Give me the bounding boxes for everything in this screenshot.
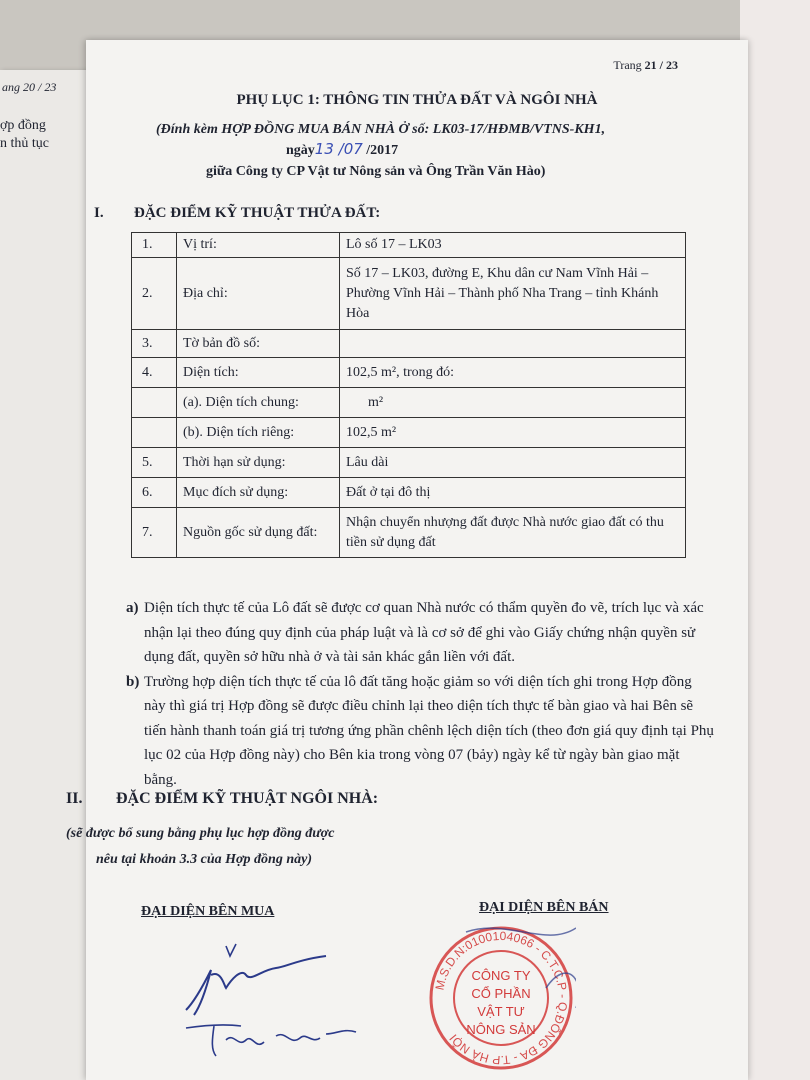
company-seal bbox=[426, 918, 576, 1078]
row-label: (a). Diện tích chung: bbox=[177, 388, 340, 418]
row-number: 6. bbox=[132, 478, 177, 508]
notes-list bbox=[126, 596, 716, 792]
underlying-text-line: n thủ tục bbox=[0, 136, 49, 151]
row-value bbox=[340, 330, 686, 358]
svg-text:NÔNG SẢN: NÔNG SẢN bbox=[466, 1022, 536, 1037]
row-label: (b). Diện tích riêng: bbox=[177, 418, 340, 448]
table-row bbox=[132, 258, 686, 330]
land-specs-table bbox=[131, 232, 686, 558]
row-number: 7. bbox=[132, 508, 177, 558]
contract-reference: (Đính kèm HỢP ĐỒNG MUA BÁN NHÀ Ở số: LK03-17/HĐMB/VTNS-KH1, bbox=[156, 122, 606, 137]
row-label: Thời hạn sử dụng: bbox=[177, 448, 340, 478]
right-underlying-page bbox=[740, 0, 810, 1080]
row-value: Lô số 17 – LK03 bbox=[340, 233, 686, 258]
document-page bbox=[66, 40, 748, 1080]
row-value: 102,5 m² bbox=[340, 418, 686, 448]
table-row bbox=[132, 358, 686, 388]
section-2-note: (sẽ được bổ sung bằng phụ lục hợp đồng được bbox=[66, 826, 335, 841]
list-item bbox=[126, 670, 716, 793]
row-label: Mục đích sử dụng: bbox=[177, 478, 340, 508]
appendix-title: PHỤ LỤC 1: THÔNG TIN THỬA ĐẤT VÀ NGÔI NHÀ bbox=[236, 92, 598, 108]
note-marker: b) bbox=[126, 673, 140, 690]
underlying-text-line: ợp đồng bbox=[0, 118, 46, 133]
row-label: Tờ bản đồ số: bbox=[177, 330, 340, 358]
row-value: Lâu dài bbox=[340, 448, 686, 478]
note-text: Trường hợp diện tích thực tế của lô đất tăng hoặc giảm so với diện tích ghi trong Hợp đồng này thì giá trị Hợp đồng sẽ được điều chỉnh lại theo diện tích thực tế bàn giao và hai Bên sẽ tiến hành thanh toán giá trị tương ứng phần chênh lệch diện tích (theo đơn giá quy định tại Phụ lục 02 của Hợp đồng này) cho Bên kia trong vòng 07 (bảy) ngày kể từ ngày bàn giao mặt bằng. bbox=[144, 673, 714, 788]
row-label: Vị trí: bbox=[177, 233, 340, 258]
row-number: 4. bbox=[132, 358, 177, 388]
buyer-representative-label: ĐẠI DIỆN BÊN MUA bbox=[141, 904, 275, 919]
row-label: Diện tích: bbox=[177, 358, 340, 388]
svg-text:CÔNG TY: CÔNG TY bbox=[471, 968, 531, 983]
table-row bbox=[132, 330, 686, 358]
row-number: 1. bbox=[132, 233, 177, 258]
buyer-signature bbox=[166, 940, 386, 1070]
page-number: Trang 21 / 23 bbox=[613, 58, 678, 72]
section-1-heading: I. ĐẶC ĐIỂM KỸ THUẬT THỬA ĐẤT: bbox=[94, 205, 381, 221]
note-text: Diện tích thực tế của Lô đất sẽ được cơ quan Nhà nước có thẩm quyền đo vẽ, trích lục và xác nhận lại theo đúng quy định của pháp luật và là cơ sở để ghi vào Giấy chứng nhận quyền sử dụng đất, quyền sở hữu nhà ở và tài sản khác gắn liền với đất. bbox=[144, 600, 704, 665]
table-row bbox=[132, 388, 686, 418]
row-number bbox=[132, 388, 177, 418]
table-row bbox=[132, 448, 686, 478]
underlying-page-number: ang 20 / 23 bbox=[2, 80, 57, 94]
section-2-heading: II. ĐẶC ĐIỂM KỸ THUẬT NGÔI NHÀ: bbox=[66, 790, 379, 807]
svg-text:CỔ PHẦN: CỔ PHẦN bbox=[471, 986, 531, 1001]
table-row bbox=[132, 418, 686, 448]
contract-parties: giữa Công ty CP Vật tư Nông sản và Ông Trần Văn Hào) bbox=[206, 164, 546, 179]
signature-name: Trần Văn Hào bbox=[210, 1062, 216, 1063]
table-row bbox=[132, 508, 686, 558]
row-label: Địa chỉ: bbox=[177, 258, 340, 330]
row-value: 102,5 m², trong đó: bbox=[340, 358, 686, 388]
svg-text:M.S.D.N:0100104066 - C.T.C.P -: M.S.D.N:0100104066 - C.T.C.P - Q.ĐỐNG ĐA - T.P HÀ NỘI bbox=[432, 928, 571, 1068]
seller-representative-label: ĐẠI DIỆN BÊN BÁN bbox=[479, 900, 609, 915]
list-item bbox=[126, 596, 716, 670]
svg-text:VẬT TƯ: VẬT TƯ bbox=[477, 1004, 525, 1019]
note-marker: a) bbox=[126, 600, 139, 616]
row-number: 5. bbox=[132, 448, 177, 478]
row-value: Nhận chuyển nhượng đất được Nhà nước giao đất có thu tiền sử dụng đất bbox=[340, 508, 686, 558]
table-row bbox=[132, 478, 686, 508]
handwritten-date: 13 /07 bbox=[314, 140, 363, 158]
row-number: 2. bbox=[132, 258, 177, 330]
row-number: 3. bbox=[132, 330, 177, 358]
section-2-note: nêu tại khoản 3.3 của Hợp đồng này) bbox=[96, 852, 312, 867]
row-label: Nguồn gốc sử dụng đất: bbox=[177, 508, 340, 558]
row-number bbox=[132, 418, 177, 448]
contract-date: ngày13 /07 /2017 bbox=[286, 140, 399, 158]
row-value: Số 17 – LK03, đường E, Khu dân cư Nam Vĩnh Hải – Phường Vĩnh Hải – Thành phố Nha Trang – tỉnh Khánh Hòa bbox=[340, 258, 686, 330]
row-value: Đất ở tại đô thị bbox=[340, 478, 686, 508]
row-value: m² bbox=[340, 388, 686, 418]
table-row bbox=[132, 233, 686, 258]
